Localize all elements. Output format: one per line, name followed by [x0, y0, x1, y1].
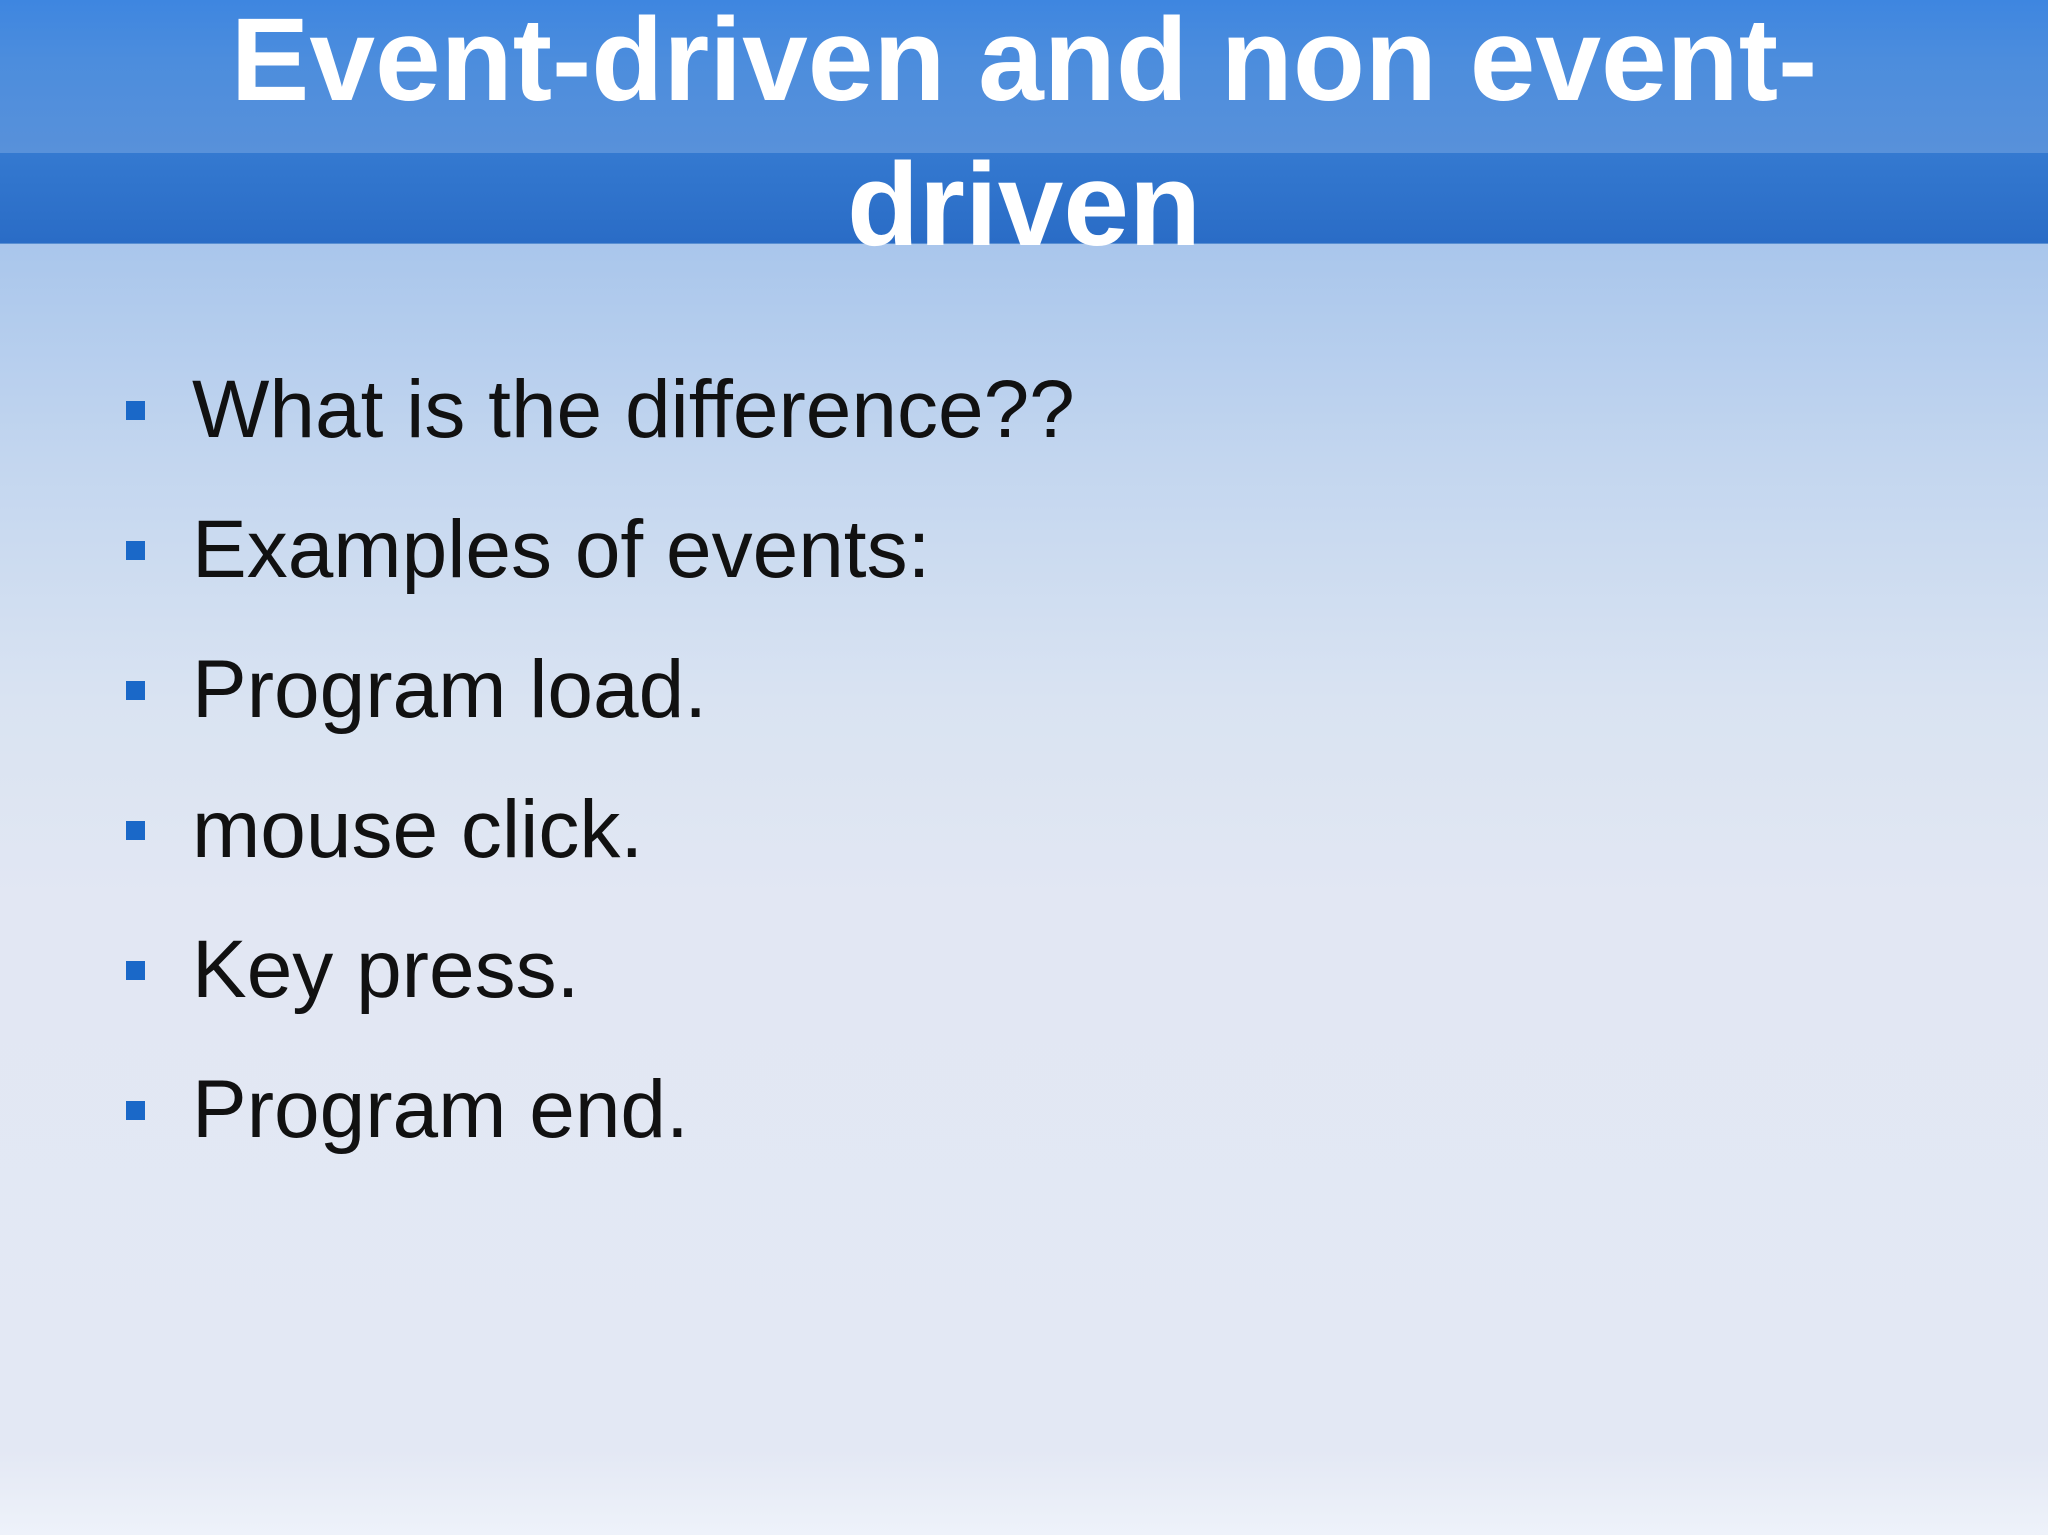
square-bullet-icon	[126, 961, 145, 980]
bullet-item	[0, 492, 2048, 632]
bullet-item	[0, 632, 2048, 772]
square-bullet-icon	[126, 681, 145, 700]
bullet-item	[0, 1052, 2048, 1192]
square-bullet-icon	[126, 1101, 145, 1120]
square-bullet-icon	[126, 401, 145, 420]
bullet-text: Examples of events:	[192, 504, 931, 595]
title-band	[0, 0, 2048, 271]
bullet-item	[0, 772, 2048, 912]
bullet-text: What is the difference??	[192, 364, 1075, 455]
square-bullet-icon	[126, 821, 145, 840]
bullet-text: Program end.	[192, 1064, 689, 1155]
bullet-item	[0, 352, 2048, 492]
bullet-text: Program load.	[192, 644, 708, 735]
slide-title: Event-driven and non event-driven	[230, 0, 1818, 271]
bullet-text: mouse click.	[192, 784, 644, 875]
bullet-item	[0, 912, 2048, 1052]
bullet-text: Key press.	[192, 924, 580, 1015]
bullet-list	[0, 352, 2048, 1192]
square-bullet-icon	[126, 541, 145, 560]
